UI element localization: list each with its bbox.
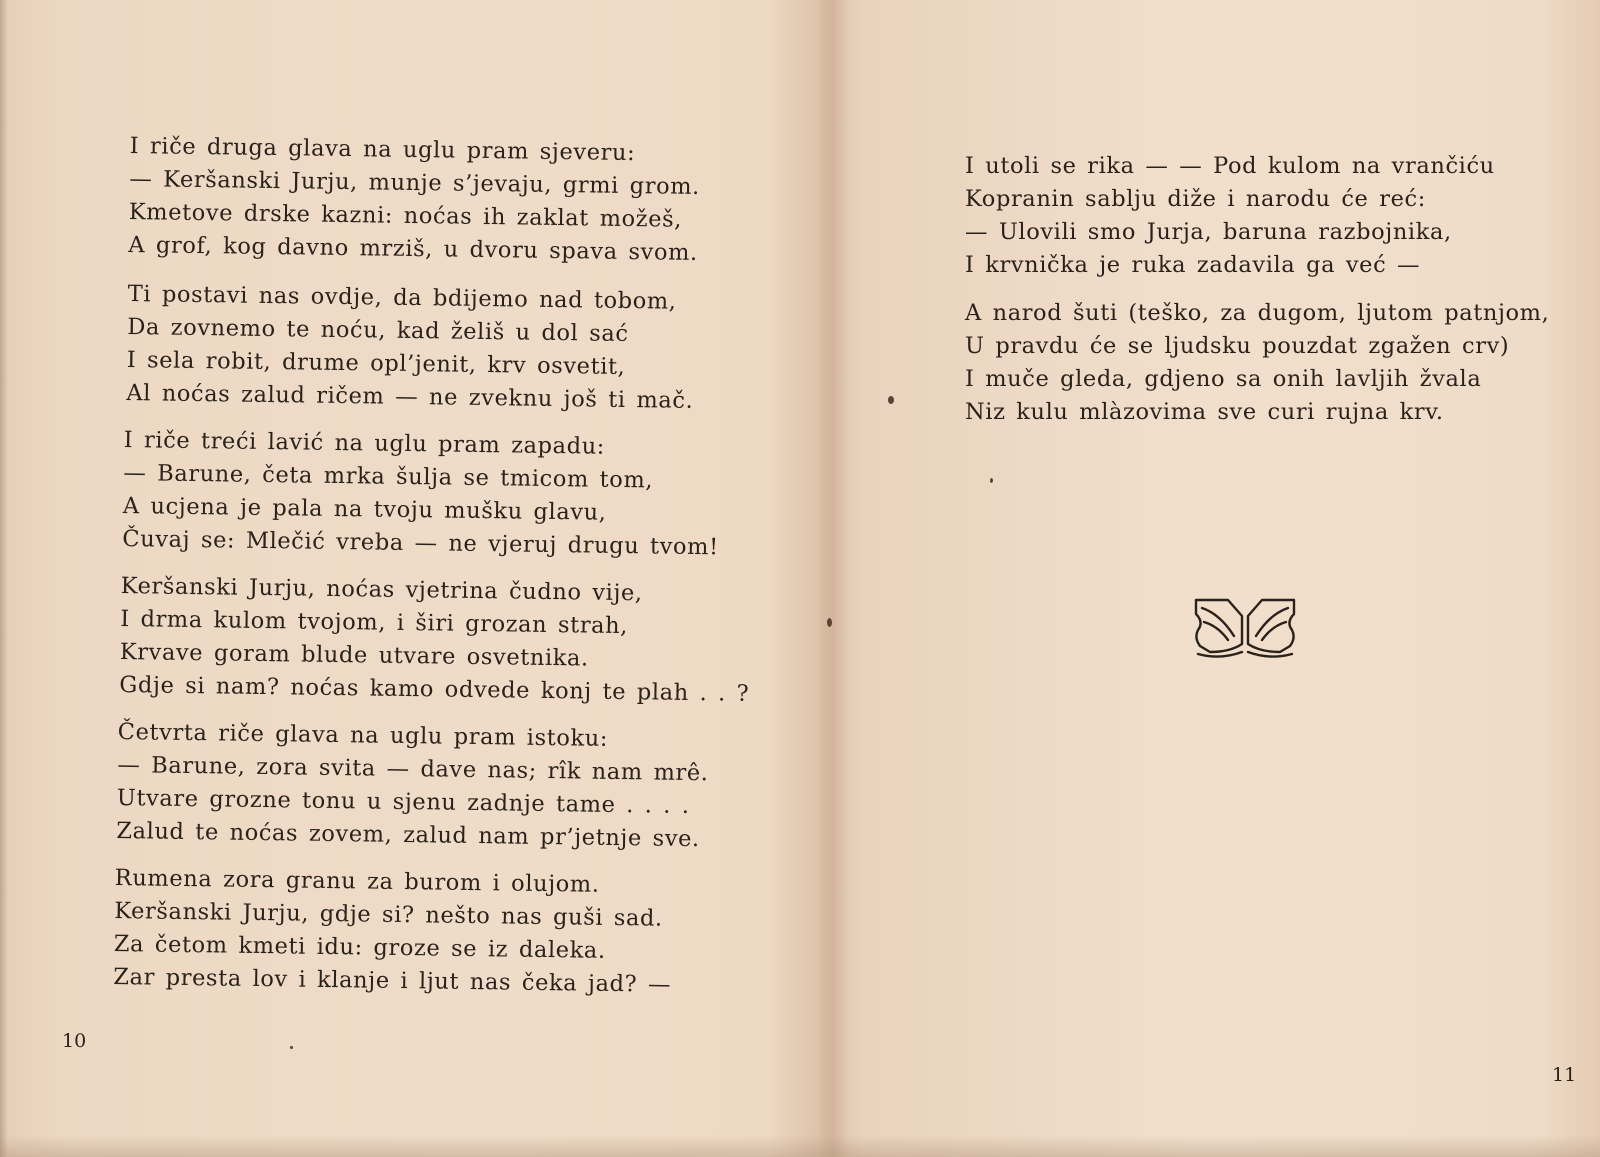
page-number-left: 10 [62,1030,87,1052]
stanza [119,570,751,711]
verse-line: A grof, kog davno mrziš, u dvoru spava svom. [128,231,698,266]
verse-line: Četvrta riče glava na uglu pram istoku: [117,718,609,752]
verse-line: Rumena zora granu za burom i olujom. [114,864,600,898]
verse-line: I muče gleda, gdjeno sa onih lavljih žvala [965,366,1482,392]
ink-speck [990,478,993,483]
stanza [965,297,1549,429]
verse-line: A narod šuti (teško, za dugom, ljutom patnjom, [965,300,1550,326]
verse-line: — Keršanski Jurju, munje s’jevaju, grmi grom. [129,165,701,200]
verse-line: Keršanski Jurju, noćas vjetrina čudno vije, [120,572,643,607]
stanza [116,716,709,856]
verse-line: Keršanski Jurju, gdje si? nešto nas guši sad. [114,897,663,932]
stanza [122,424,720,564]
verse-line: Gdje si nam? noćas kamo odvede konj te plah . . ? [119,671,750,707]
stanza [965,150,1495,282]
leaf-ornament-icon [1190,592,1300,662]
verse-line: U pravdu će se ljudsku pouzdat zgažen crv) [965,333,1510,359]
stanza [113,862,673,1002]
verse-line: I drma kulom tvojom, i širi grozan strah, [120,605,629,640]
verse-line: I krvnička je ruka zadavila ga već — [965,252,1421,278]
verse-line: Zar presta lov i klanje i ljut nas čeka jad? — [113,963,672,998]
verse-line: — Ulovili smo Jurja, baruna razbojnika, [965,219,1452,245]
verse-line: — Barune, zora svita — dave nas; rîk nam mrê. [117,751,709,787]
verse-line: Kmetove drske kazni: noćas ih zaklat možeš, [128,198,683,233]
ink-speck [888,396,894,404]
verse-line: I utoli se rika — — Pod kulom na vrančiću [965,153,1495,179]
verse-line: A ucjena je pala na tvoju mušku glavu, [122,492,607,526]
ink-speck [827,618,832,627]
verse-line: Zalud te noćas zovem, zalud nam pr’jetnje sve. [116,817,700,853]
verse-line: I riče treći lavić na uglu pram zapadu: [123,426,606,460]
verse-line: Za četom kmeti idu: groze se iz daleka. [113,930,606,964]
right-page [840,0,1600,1157]
verse-line: Kopranin sablju diže i narodu će reć: [965,186,1426,212]
verse-line: I riče druga glava na uglu pram sjeveru: [129,132,636,167]
verse-line: — Barune, četa mrka šulja se tmicom tom, [123,459,654,494]
verse-line: Utvare grozne tonu u sjenu zadnje tame . . . . [116,784,690,819]
stanza [128,130,700,270]
verse-line: I sela robit, drume opl’jenit, krv osvetit, [126,346,626,380]
ink-speck [290,1046,293,1049]
verse-line: Ti postavi nas ovdje, da bdijemo nad tobom, [127,280,677,315]
stanza [126,278,695,418]
verse-line: Krvave goram blude utvare osvetnika. [119,638,589,672]
page-number-right: 11 [1552,1064,1577,1086]
verse-line: Niz kulu mlàzovima sve curi rujna krv. [965,399,1444,425]
verse-line: Čuvaj se: Mlečić vreba — ne vjeruj drugu tvom! [122,525,719,561]
verse-line: Da zovnemo te noću, kad želiš u dol sać [127,313,629,347]
verse-line: Al noćas zalud ričem — ne zveknu još ti mač. [126,379,694,414]
